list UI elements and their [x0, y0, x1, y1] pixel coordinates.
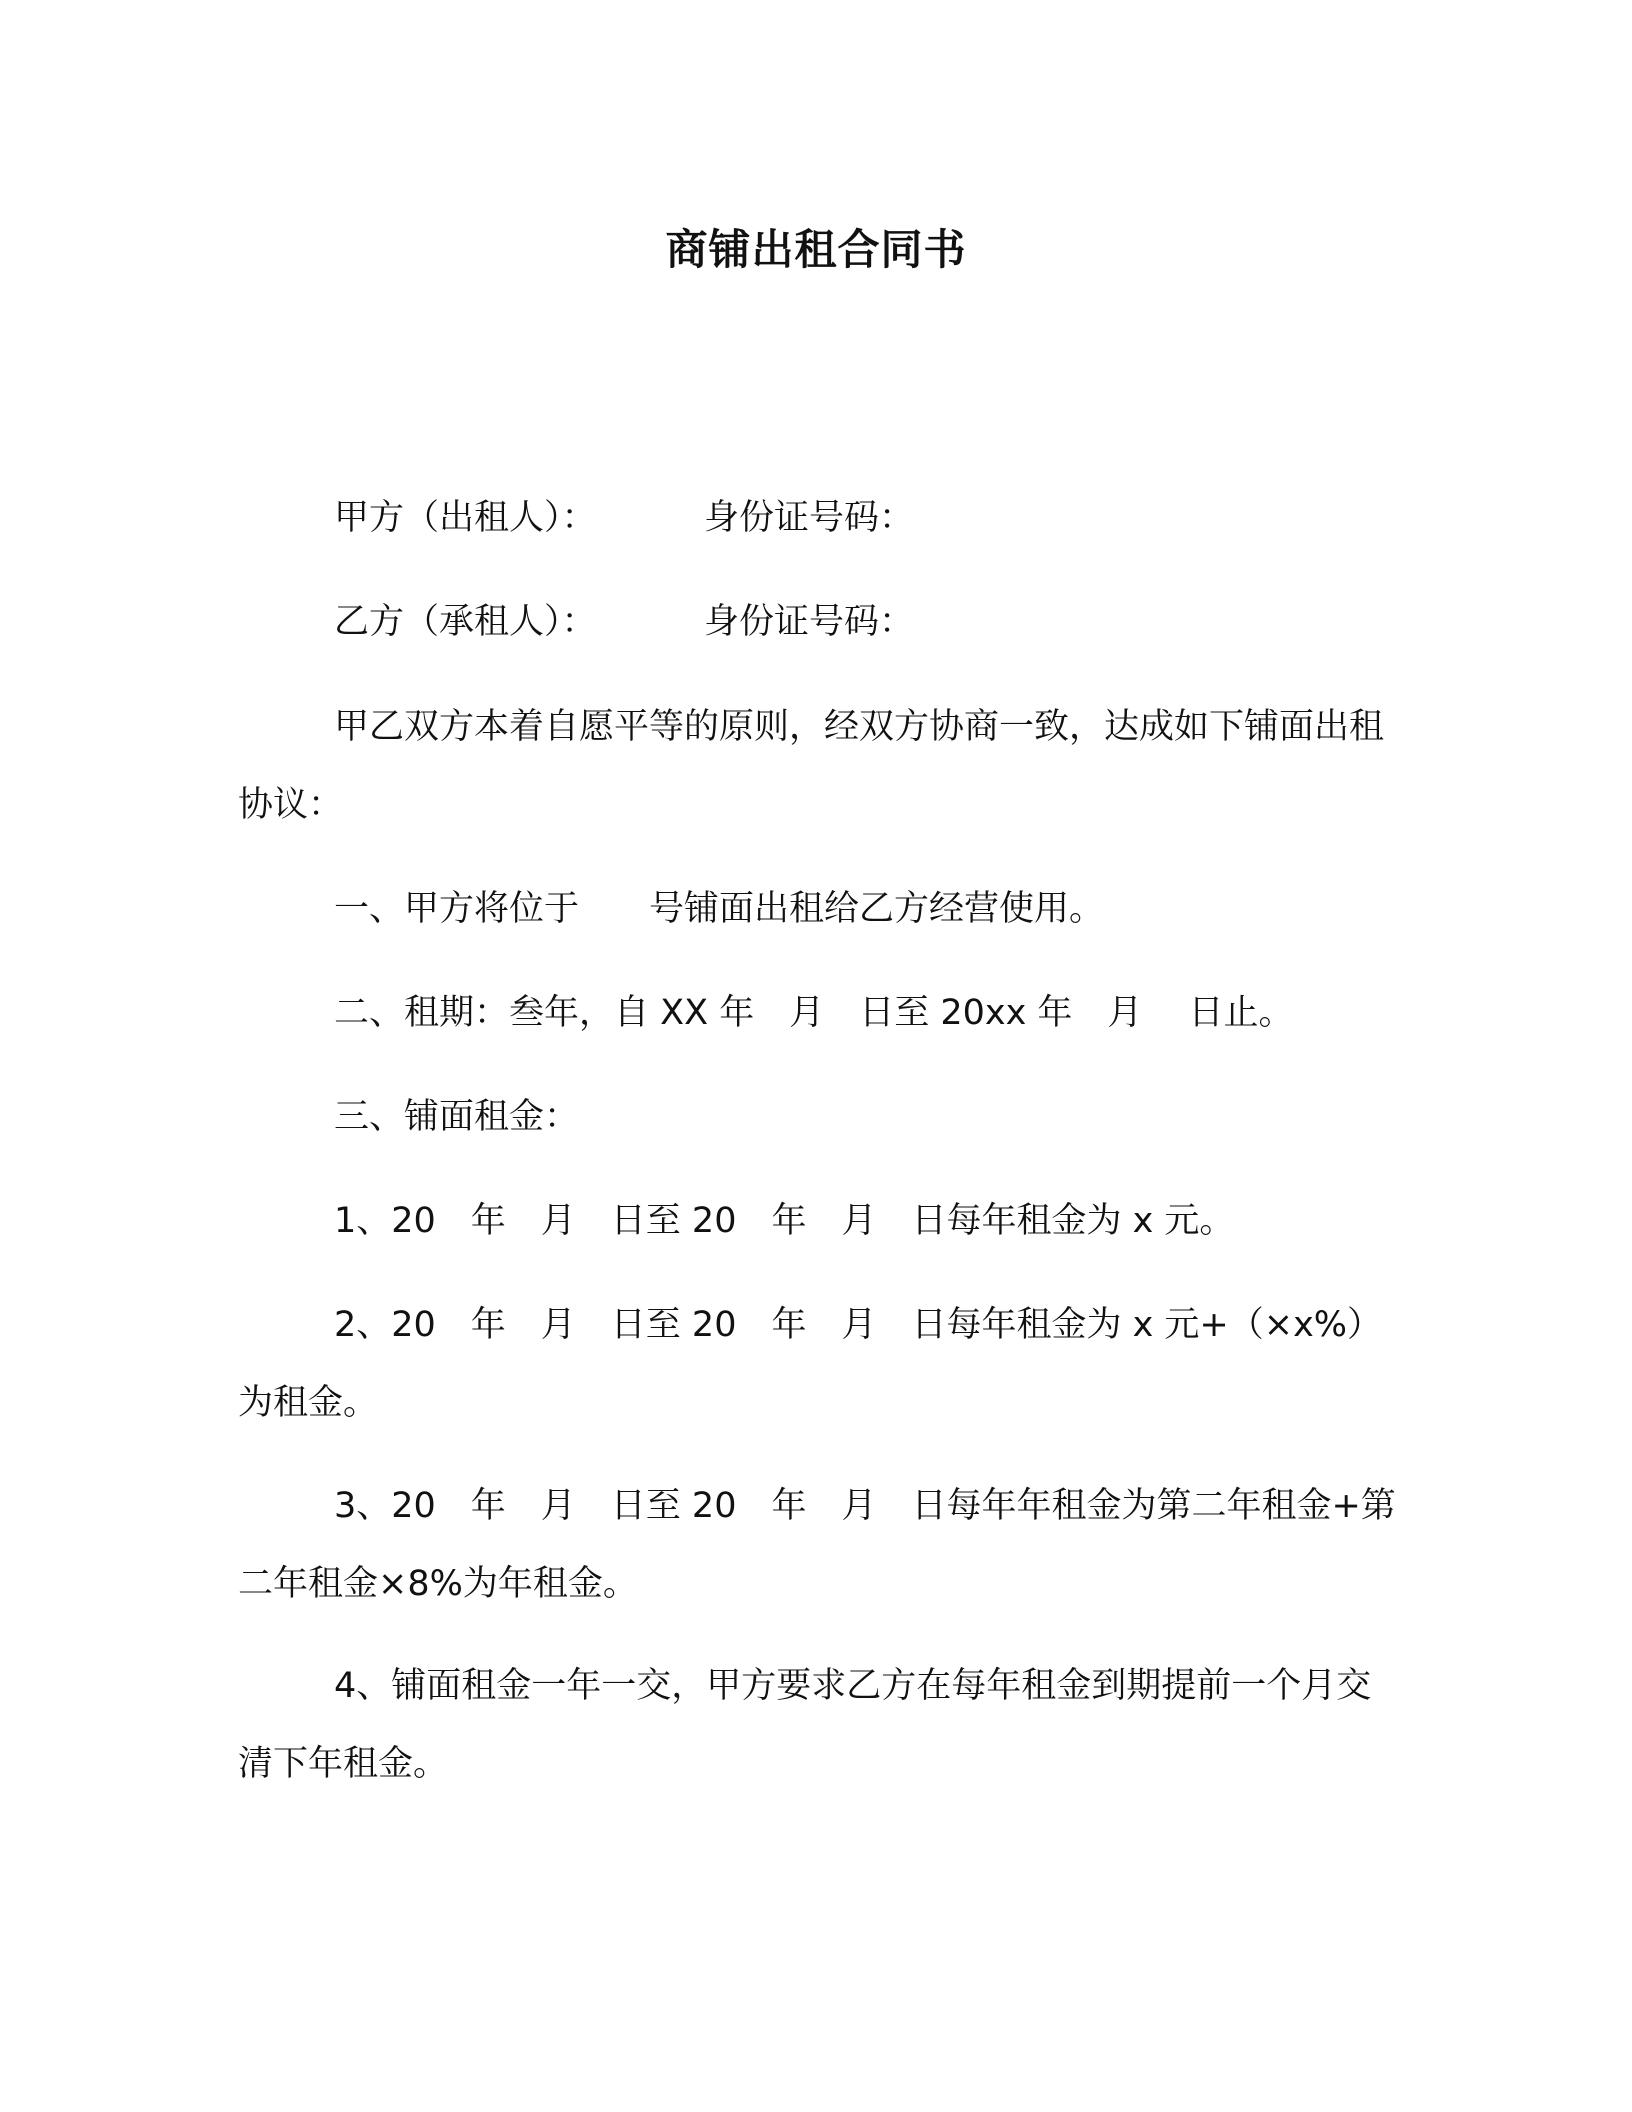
- document-title: 商铺出租合同书: [665, 225, 967, 274]
- party-b-row: [334, 597, 915, 647]
- rent-item-4: 4、铺面租金一年一交，甲方要求乙方在每年租金到期提前一个月交清下年租金。: [238, 1666, 1372, 1784]
- intro-paragraph: 甲乙双方本着自愿平等的原则，经双方协商一致，达成如下铺面出租协议：: [238, 707, 1385, 825]
- clause-3-heading: 三、铺面租金：: [334, 1097, 580, 1137]
- party-b-id-label: 身份证号码：: [704, 602, 915, 642]
- rent-item-2: 2、20 年 月 日至 20 年 月 日每年租金为 x 元+（×x%）为租金。: [238, 1305, 1383, 1423]
- party-a-row: [334, 493, 915, 543]
- clause-2-paragraph: 二、租期：叁年，自 XX 年 月 日至 20xx 年 月 日止。: [334, 993, 1294, 1033]
- party-a-id-label: 身份证号码：: [704, 498, 915, 538]
- rent-item-3: 3、20 年 月 日至 20 年 月 日每年年租金为第二年租金+第二年租金×8%为年租金。: [238, 1486, 1396, 1604]
- clause-1-paragraph: 一、甲方将位于 号铺面出租给乙方经营使用。: [334, 889, 1105, 929]
- party-b-label: 乙方（承租人）：: [334, 602, 597, 642]
- rent-item-1: 1、20 年 月 日至 20 年 月 日每年租金为 x 元。: [334, 1201, 1235, 1241]
- party-a-label: 甲方（出租人）：: [334, 498, 597, 538]
